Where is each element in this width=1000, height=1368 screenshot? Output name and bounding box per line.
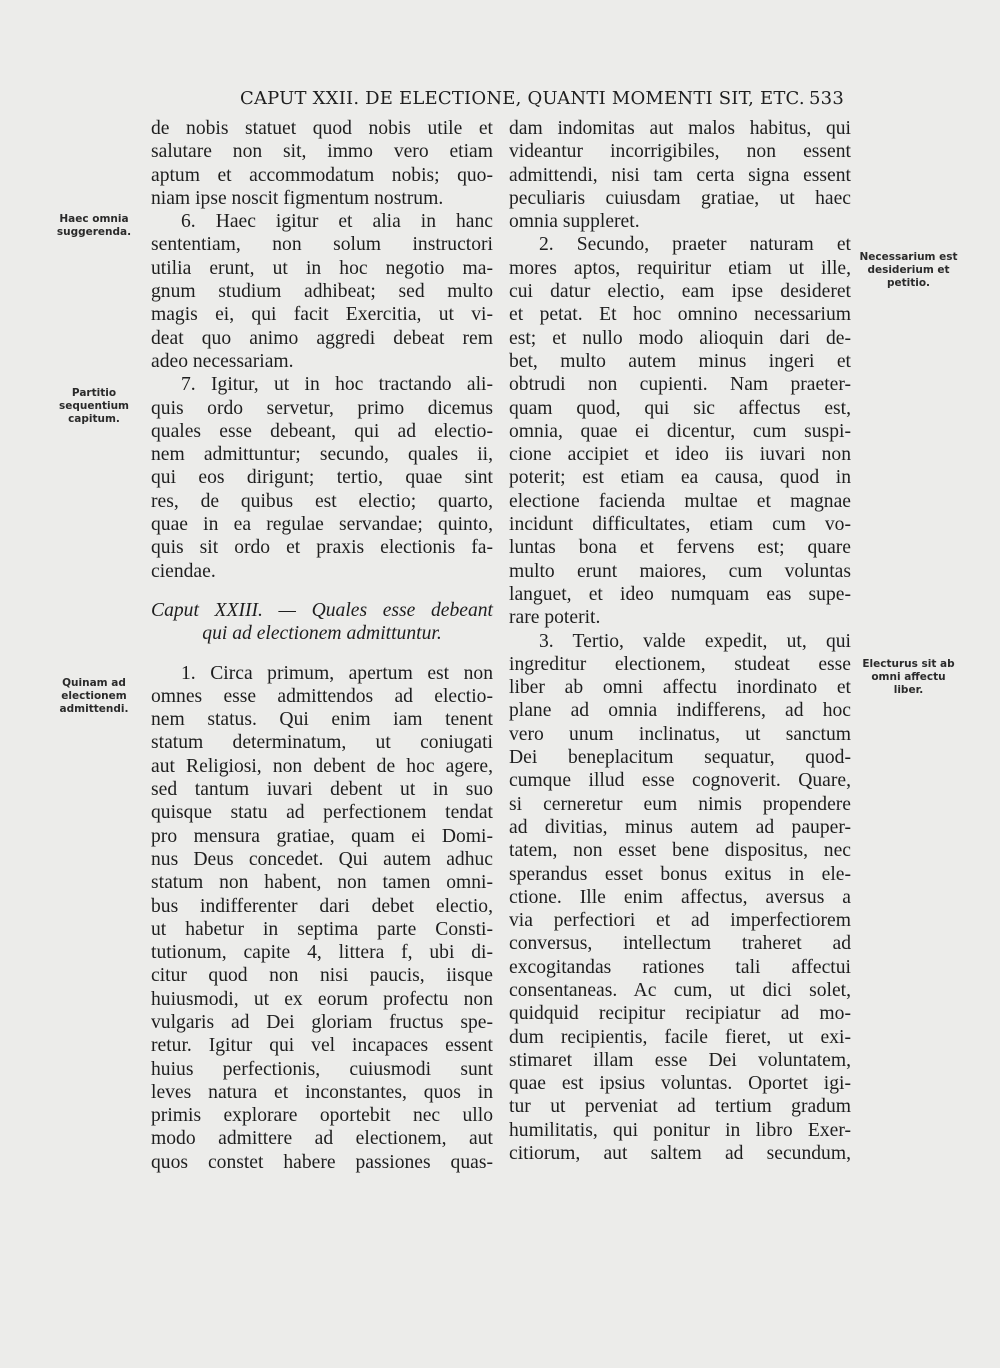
- text-line: dam indomitas aut malos habitus, qui: [509, 118, 851, 139]
- text-line: citiorum, aut saltem ad secundum,: [509, 1143, 851, 1165]
- text-line: ut habetur in septima parte Consti-: [151, 918, 493, 940]
- text-line: vero unum inclinatus, ut sanctum: [509, 723, 851, 745]
- text-line: qui eos dirigunt; tertio, quae sint: [151, 467, 493, 489]
- text-line: 6. Haec igitur et alia in hanc: [181, 211, 493, 233]
- text-line: cui datur electio, eam ipse desideret: [509, 281, 851, 303]
- text-line: si cerneretur eum nimis propendere: [509, 793, 851, 815]
- margin-note-left: Haec omnia suggerenda.: [56, 213, 132, 238]
- text-line: nem status. Qui enim iam tenent: [151, 709, 493, 731]
- text-line: quis sit ordo et praxis electionis fa-: [151, 537, 493, 559]
- chapter-heading-line: qui ad electionem admittuntur.: [202, 623, 442, 645]
- text-line: niam ipse noscit figmentum nostrum.: [151, 187, 444, 209]
- text-line: incidunt difficultates, etiam cum vo-: [509, 514, 851, 536]
- text-line: ingreditur electionem, studeat esse: [509, 653, 851, 675]
- text-line: quam quod, qui sic affectus est,: [509, 397, 851, 419]
- text-line: pro mensura gratiae, quam ei Domi-: [151, 825, 493, 847]
- text-line: liber ab omni affectu inordinato et: [509, 677, 851, 699]
- text-line: omnia suppleret.: [509, 211, 640, 233]
- text-line: tutionum, capite 4, littera f, ubi di-: [151, 942, 493, 964]
- margin-note-left: Quinam ad electionem admittendi.: [59, 677, 129, 715]
- running-head-title: CAPUT XXII. DE ELECTIONE, QUANTI MOMENTI SIT, ETC.: [240, 88, 805, 109]
- margin-note-right: Electurus sit ab omni affectu liber.: [862, 658, 955, 696]
- text-line: sperandus esset bonus exitus in ele-: [509, 863, 851, 885]
- margin-note-left: Partitio sequentium capitum.: [59, 387, 129, 425]
- text-line: via perfectiori et ad imperfectiorem: [509, 910, 851, 932]
- text-line: electione facienda multae et magnae: [509, 490, 851, 512]
- text-line: multo erunt maiores, cum voluntas: [509, 560, 851, 582]
- text-line: 3. Tertio, valde expedit, ut, qui: [539, 630, 851, 652]
- text-line: primis explorare oportebit nec ullo: [151, 1105, 493, 1127]
- text-line: quae est ipsius voluntas. Oportet igi-: [509, 1073, 851, 1095]
- text-line: huius perfectionis, cuiusmodi sunt: [151, 1058, 493, 1080]
- text-line: salutare non sit, immo vero etiam: [151, 141, 493, 163]
- text-line: humilitatis, qui ponitur in libro Exer-: [509, 1119, 851, 1141]
- text-line: omnia, quae ei dicentur, cum suspi-: [509, 420, 851, 442]
- text-line: modo admittere ad electionem, aut: [151, 1128, 493, 1150]
- text-line: dum recipientis, facile fieret, ut exi-: [509, 1026, 851, 1048]
- text-line: quos constet habere passiones quas-: [151, 1151, 493, 1173]
- text-line: Dei beneplacitum sequatur, quod-: [509, 747, 851, 769]
- text-line: adeo necessariam.: [151, 350, 294, 372]
- text-line: ciendae.: [151, 560, 216, 582]
- page-number: 533: [809, 88, 844, 109]
- text-line: mores aptos, requiritur etiam ut ille,: [509, 257, 851, 279]
- text-line: gnum studium adhibeat; sed multo: [151, 281, 493, 303]
- text-line: 7. Igitur, ut in hoc tractando ali-: [181, 374, 493, 396]
- text-block: [151, 662, 493, 1175]
- text-line: magis ei, qui facit Exercitia, ut vi-: [151, 304, 493, 326]
- text-line: est; et nullo modo alioquin dari de-: [509, 327, 851, 349]
- text-line: bet, multo autem minus ingeri et: [509, 350, 851, 372]
- chapter-heading-line: Caput XXIII. — Quales esse debeant: [151, 599, 493, 621]
- text-line: ctione. Ille enim affectus, aversus a: [509, 886, 851, 908]
- text-line: cumque illud esse cognoverit. Quare,: [509, 770, 851, 792]
- text-line: nus Deus concedet. Qui autem adhuc: [151, 848, 493, 870]
- right-column: [509, 117, 851, 1165]
- text-line: 2. Secundo, praeter naturam et: [539, 234, 851, 256]
- text-line: tatem, non esset bene dispositus, nec: [509, 840, 851, 862]
- text-line: quidquid recipitur recipiatur ad mo-: [509, 1003, 851, 1025]
- text-line: ad divitias, minus autem ad pauper-: [509, 816, 851, 838]
- chapter-heading: [151, 599, 493, 646]
- text-line: videantur incorrigibiles, non essent: [509, 141, 851, 163]
- text-line: tur ut perveniat ad tertium gradum: [509, 1096, 851, 1118]
- text-line: quisque statu ad perfectionem tendat: [151, 802, 493, 824]
- text-line: res, de quibus est electio; quarto,: [151, 490, 493, 512]
- text-line: deat quo animo aggredi debeat rem: [151, 327, 493, 349]
- text-line: languet, et ideo numquam eas supe-: [509, 583, 851, 605]
- text-line: stimaret illam esse Dei voluntatem,: [509, 1049, 851, 1071]
- text-line: bus indifferenter dari debet electio,: [151, 895, 493, 917]
- text-line: huiusmodi, ut ex eorum profectu non: [151, 988, 493, 1010]
- text-line: statum determinatum, ut coniugati: [151, 732, 493, 754]
- text-line: nem admittuntur; secundo, quales ii,: [151, 444, 493, 466]
- text-line: vulgaris ad Dei gloriam fructus spe-: [151, 1011, 493, 1033]
- text-line: admittendi, nisi tam certa signa essent: [509, 164, 851, 186]
- text-line: quis ordo servetur, primo dicemus: [151, 397, 493, 419]
- text-line: leves natura et inconstantes, quos in: [151, 1081, 493, 1103]
- text-line: consentaneas. Ac cum, ut dici solet,: [509, 979, 851, 1001]
- text-line: rare poterit.: [509, 607, 601, 629]
- text-line: de nobis statuet quod nobis utile et: [151, 118, 493, 139]
- text-line: luntas bona et fervens est; quare: [509, 537, 851, 559]
- text-line: citur quod non nisi paucis, iisque: [151, 965, 493, 987]
- text-line: obtrudi non cupienti. Nam praeter-: [509, 374, 851, 396]
- text-line: sententiam, non solum instructori: [151, 234, 493, 256]
- margin-note-right: Necessarium est desiderium et petitio.: [859, 251, 958, 289]
- text-line: omnes esse admittendos ad electio-: [151, 685, 493, 707]
- text-line: quales esse debeant, qui ad electio-: [151, 420, 493, 442]
- text-line: cione accipiet et ideo iis iuvari non: [509, 444, 851, 466]
- text-line: quae in ea regulae servandae; quinto,: [151, 514, 493, 536]
- text-line: aptum et accommodatum nobis; quo-: [151, 164, 493, 186]
- left-column: [151, 117, 493, 1174]
- text-line: aut Religiosi, non debent de hoc agere,: [151, 755, 493, 777]
- text-line: statum non habent, non tamen omni-: [151, 872, 493, 894]
- text-line: peculiaris cuiusdam gratiae, ut haec: [509, 187, 851, 209]
- text-line: utilia erunt, ut in hoc negotio ma-: [151, 257, 493, 279]
- text-line: excogitandas rationes tali affectui: [509, 956, 851, 978]
- text-line: poterit; est etiam ea causa, quod in: [509, 467, 851, 489]
- text-line: 1. Circa primum, apertum est non: [181, 662, 493, 684]
- text-line: conversus, intellectum traheret ad: [509, 933, 851, 955]
- text-block: [151, 117, 493, 583]
- text-line: retur. Igitur qui vel incapaces essent: [151, 1035, 493, 1057]
- text-line: sed tantum iuvari debent ut in suo: [151, 779, 493, 801]
- text-line: et petat. Et hoc omnino necessarium: [509, 304, 851, 326]
- text-line: plane ad omnia indifferens, ad hoc: [509, 700, 851, 722]
